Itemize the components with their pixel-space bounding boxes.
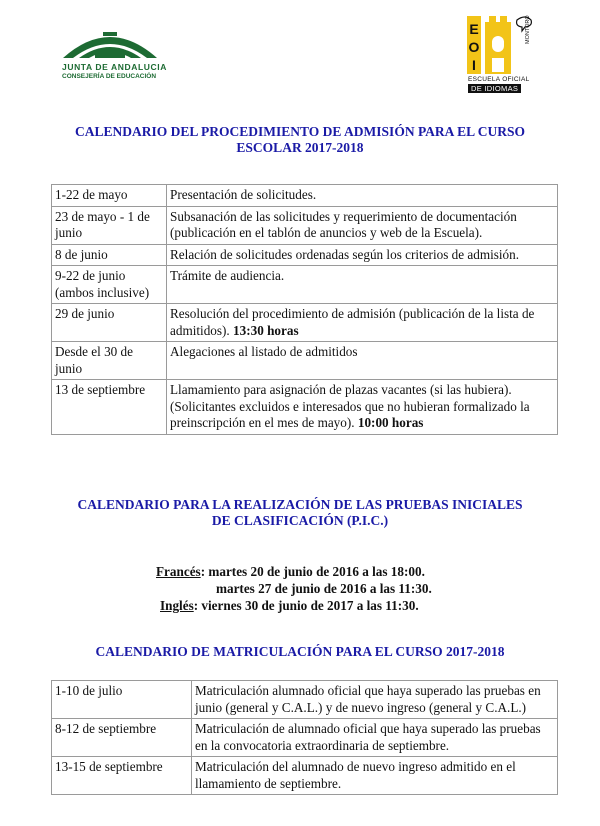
- description-cell: [192, 757, 558, 795]
- table-row: [52, 681, 558, 719]
- logo-right-line2: DE IDIOMAS: [468, 84, 521, 93]
- description-text: Matriculación de alumnado oficial que haya superado las pruebas en la convocatoria extraordinaria de septiembre.: [195, 721, 541, 753]
- date-cell: 1-10 de julio: [52, 681, 192, 719]
- frances-date1: : martes 20 de junio de 2016 a las 18:00.: [200, 564, 425, 579]
- date-cell: 1-22 de mayo: [52, 185, 167, 207]
- frances-line1: [156, 564, 425, 580]
- date-cell: Desde el 30 de junio: [52, 342, 167, 380]
- description-cell: [167, 206, 558, 244]
- description-text: Relación de solicitudes ordenadas según los criterios de admisión.: [170, 246, 520, 262]
- svg-text:O: O: [468, 39, 480, 55]
- ingles-line: [160, 598, 419, 614]
- frances-line2: martes 27 de junio de 2016 a las 11:30.: [216, 581, 432, 596]
- table-row: [52, 342, 558, 380]
- section2-title-line2: DE CLASIFICACIÓN (P.I.C.): [211, 513, 389, 528]
- frances-label: Francés: [156, 564, 201, 579]
- table-row: [52, 757, 558, 795]
- date-cell: 8-12 de septiembre: [52, 719, 192, 757]
- logo-left-line1: JUNTA DE ANDALUCIA: [62, 62, 167, 72]
- date-cell: 13 de septiembre: [52, 380, 167, 435]
- table-row: [52, 266, 558, 304]
- description-cell: [167, 342, 558, 380]
- section2-title: [0, 497, 600, 529]
- date-cell: 13-15 de septiembre: [52, 757, 192, 795]
- section2-title-line1: CALENDARIO PARA LA REALIZACIÓN DE LAS PRUEBAS INICIALES: [77, 497, 523, 512]
- time-highlight: 10:00 horas: [357, 415, 424, 430]
- table-row: [52, 206, 558, 244]
- description-cell: [167, 380, 558, 435]
- section1-title: [0, 124, 600, 156]
- description-cell: [167, 244, 558, 266]
- time-highlight: 13:30 horas: [233, 322, 299, 338]
- eoi-montoro-logo: [459, 14, 549, 98]
- description-text: Subsanación de las solicitudes y requerimiento de documentación (publicación en el tablón de anuncios y web de la Escuela).: [170, 208, 517, 240]
- ingles-date: : viernes 30 de junio de 2017 a las 11:30.: [193, 598, 419, 613]
- date-cell: 8 de junio: [52, 244, 167, 266]
- svg-text:E: E: [469, 21, 479, 37]
- section1-title-line1: CALENDARIO DEL PROCEDIMIENTO DE ADMISIÓN PARA EL CURSO: [75, 124, 525, 139]
- table-row: [52, 380, 558, 435]
- table-row: [52, 185, 558, 207]
- table-row: [52, 244, 558, 266]
- date-cell: 29 de junio: [52, 304, 167, 342]
- description-cell: [167, 185, 558, 207]
- section1-title-line2: ESCOLAR 2017-2018: [236, 140, 364, 155]
- junta-andalucia-emblem-icon: [55, 22, 165, 62]
- logo-right-vertical: MONTORO: [525, 15, 531, 44]
- date-cell: 9-22 de junio (ambos inclusive): [52, 266, 167, 304]
- description-cell: [192, 719, 558, 757]
- logo-right-line1: ESCUELA OFICIAL: [468, 76, 530, 83]
- admission-calendar-table: [51, 184, 558, 435]
- junta-andalucia-logo: [55, 22, 175, 84]
- description-text: Resolución del procedimiento de admisión (publicación de la lista de admitidos).: [170, 306, 535, 338]
- description-cell: [167, 266, 558, 304]
- description-text: Alegaciones al listado de admitidos: [170, 344, 358, 359]
- svg-text:I: I: [472, 57, 476, 73]
- logo-left-line2: CONSEJERÍA DE EDUCACIÓN: [62, 73, 157, 80]
- table-row: [52, 719, 558, 757]
- description-text: Matriculación del alumnado de nuevo ingreso admitido en el llamamiento de septiembre.: [195, 759, 516, 791]
- description-text: Trámite de audiencia.: [170, 268, 285, 283]
- description-cell: [167, 304, 558, 342]
- ingles-label: Inglés: [160, 598, 194, 613]
- enrollment-calendar-table: [51, 680, 558, 795]
- section3-title: CALENDARIO DE MATRICULACIÓN PARA EL CURSO 2017-2018: [95, 644, 505, 659]
- description-text: Presentación de solicitudes.: [170, 187, 317, 202]
- description-cell: [192, 681, 558, 719]
- description-text: Llamamiento para asignación de plazas vacantes (si las hubiera). (Solicitantes excluidos e interesados que no hubieran formalizado la preinscripción en el mes de mayo).: [170, 382, 530, 430]
- date-cell: 23 de mayo - 1 de junio: [52, 206, 167, 244]
- description-text: Matriculación alumnado oficial que haya superado las pruebas en junio (general y C.A.L.) y de nuevo ingreso (general y C.A.L.): [195, 683, 541, 715]
- table-row: [52, 304, 558, 342]
